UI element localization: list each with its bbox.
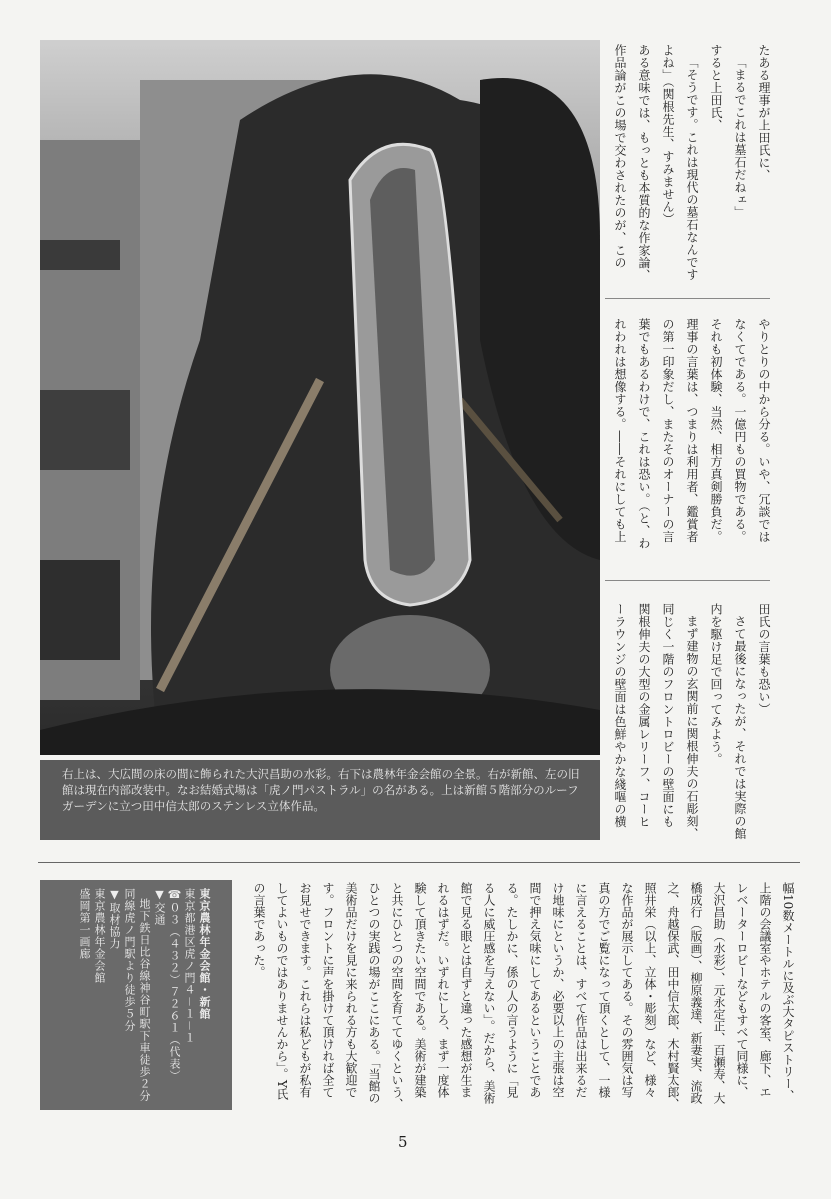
text-line: 理事の言葉は、つまりは利用者、鑑賞者 [685,318,699,543]
section-divider [38,862,800,863]
text-line: れわれは想像する。――それにしても上 [613,318,627,543]
text-line: 上階の会議室やホテルの客室、廊下、エ [758,882,772,1098]
text-line: 橋成行（版画）、柳原義達、新妻実、流政 [689,882,703,1104]
text-line: してよいものではありませんから」。Y氏 [275,882,289,1100]
text-line: なくてである。一億円もの買物である。 [733,318,747,543]
text-line: 「まるでこれは墓石だねェ」 [733,56,747,219]
text-line: る人に威圧感を与えない」。だから、美術 [482,882,496,1104]
column-divider [605,580,770,581]
venue-phone: ☎０３（４３２）７２６１（代表） [168,888,181,1082]
venue-address: 東京都港区虎ノ門４－１－１ [183,888,196,1044]
text-line: ーラウンジの壁面は色鮮やかな綫嘔の横 [613,603,627,828]
text-line: に言えることは、すべて作品は出来るだ [574,882,588,1098]
text-line: 関根伸夫の大型の金属レリーフ、コーヒ [637,603,651,828]
text-line: 験して頂きたい空間である。美術が建築 [413,882,427,1098]
text-line: まず建物の玄関前に関根伸夫の石彫刻、 [685,615,699,840]
text-line: す。フロントに声を掛けて頂ければ全て [321,882,335,1098]
text-line: たある理事が上田氏に、 [757,44,771,182]
credit-line: 盛岡第一画廊 [78,888,91,960]
article-column-middle [608,318,776,568]
text-line: の第一印象だし、またそのオーナーの言 [661,318,675,543]
text-line: 葉でもあるわけで、これは恐い。（と、わ [637,318,651,550]
text-line: 間で押え気味にしてあるということであ [528,882,542,1098]
access-line: 地下鉄日比谷線神谷町駅下車徒歩２分 [138,898,151,1102]
text-line: な作品が展示してある。その雰囲気は写 [620,882,634,1098]
text-line: 作品論がこの場で交わされたのが、この [613,44,627,269]
text-line: 内を駆け足で回ってみよう。 [709,603,723,766]
column-divider [605,298,770,299]
text-line: と共にひとつの空間を育ててゆくという、 [390,882,404,1110]
access-heading: ▼交通 [153,888,166,926]
text-line: さて最後になったが、それでは実際の館 [733,615,747,840]
text-line: れるはずだ。いずれにしろ、まず一度体 [436,882,450,1098]
text-line: 田氏の言葉も恐い） [757,603,771,716]
venue-info-box [40,880,232,1110]
article-column-bottom [247,882,799,1122]
photo-caption: 右上は、大広間の床の間に飾られた大沢昌助の水彩。右下は農林年金会館の全景。右が新館、左の旧館は現在内部改装中。なお結婚式場は「虎ノ門パストラル」の名がある。上は新館５階部分のルーフガーデンに立つ田中信太郎のステンレス立体作品。 [40,760,600,840]
text-line: 同じく一階のフロントロビーの壁面にも [661,603,675,828]
credit-heading: ▼取材協力 [108,888,121,950]
text-line: 之、舟越保武、田中信太郎、木村賢太郎、 [666,882,680,1110]
article-column-top [608,44,776,294]
venue-info-text [77,888,212,1104]
sculpture-photo [40,40,600,755]
text-line: すると上田氏、 [709,44,723,132]
text-line: の言葉であった。 [252,882,266,978]
article-column-lower [608,603,776,848]
text-line: る。たしかに、係の人の言うように「見 [505,882,519,1098]
text-line: やりとりの中から分る。いや、冗談では [757,318,771,543]
text-line: それも初体験、当然、相方真剣勝負だ。 [709,318,723,543]
text-line: レベーターロビーなどもすべて同様に、 [735,882,749,1098]
access-line: 同線虎ノ門駅より徒歩５分 [123,888,136,1032]
text-line: ある意味では、もっとも本質的な作家論、 [637,44,651,282]
text-line: 幅10数メートルに及ぶ大タピストリー、 [781,882,795,1102]
text-line: 真の方でご覧になって頂くとして、一様 [597,882,611,1098]
text-line: 照井栄（以上、立体・彫刻）など、様々 [643,882,657,1098]
text-line: 美術品だけを見に来られる方も大歓迎で [344,882,358,1098]
text-line: け地味にというか、必要以上の主張は空 [551,882,565,1098]
text-line: ひとつの実践の場がここにある。「当館の [367,882,381,1104]
text-line: 館で見る眼とは自ずと違った感想が生ま [459,882,473,1098]
page-number: 5 [398,1133,408,1151]
credit-line: 東京農林年金会館 [93,888,106,984]
text-line: 「そうです。これは現代の墓石なんです [685,56,699,281]
text-line: よね」（関根先生、すみません） [661,44,675,226]
venue-name: 東京農林年金会館・新館 [198,888,211,1020]
text-line: お見せできます。これらは私どもが私有 [298,882,312,1098]
text-line: 大沢昌助（水彩）、元永定正、百瀬寿、大 [712,882,726,1104]
